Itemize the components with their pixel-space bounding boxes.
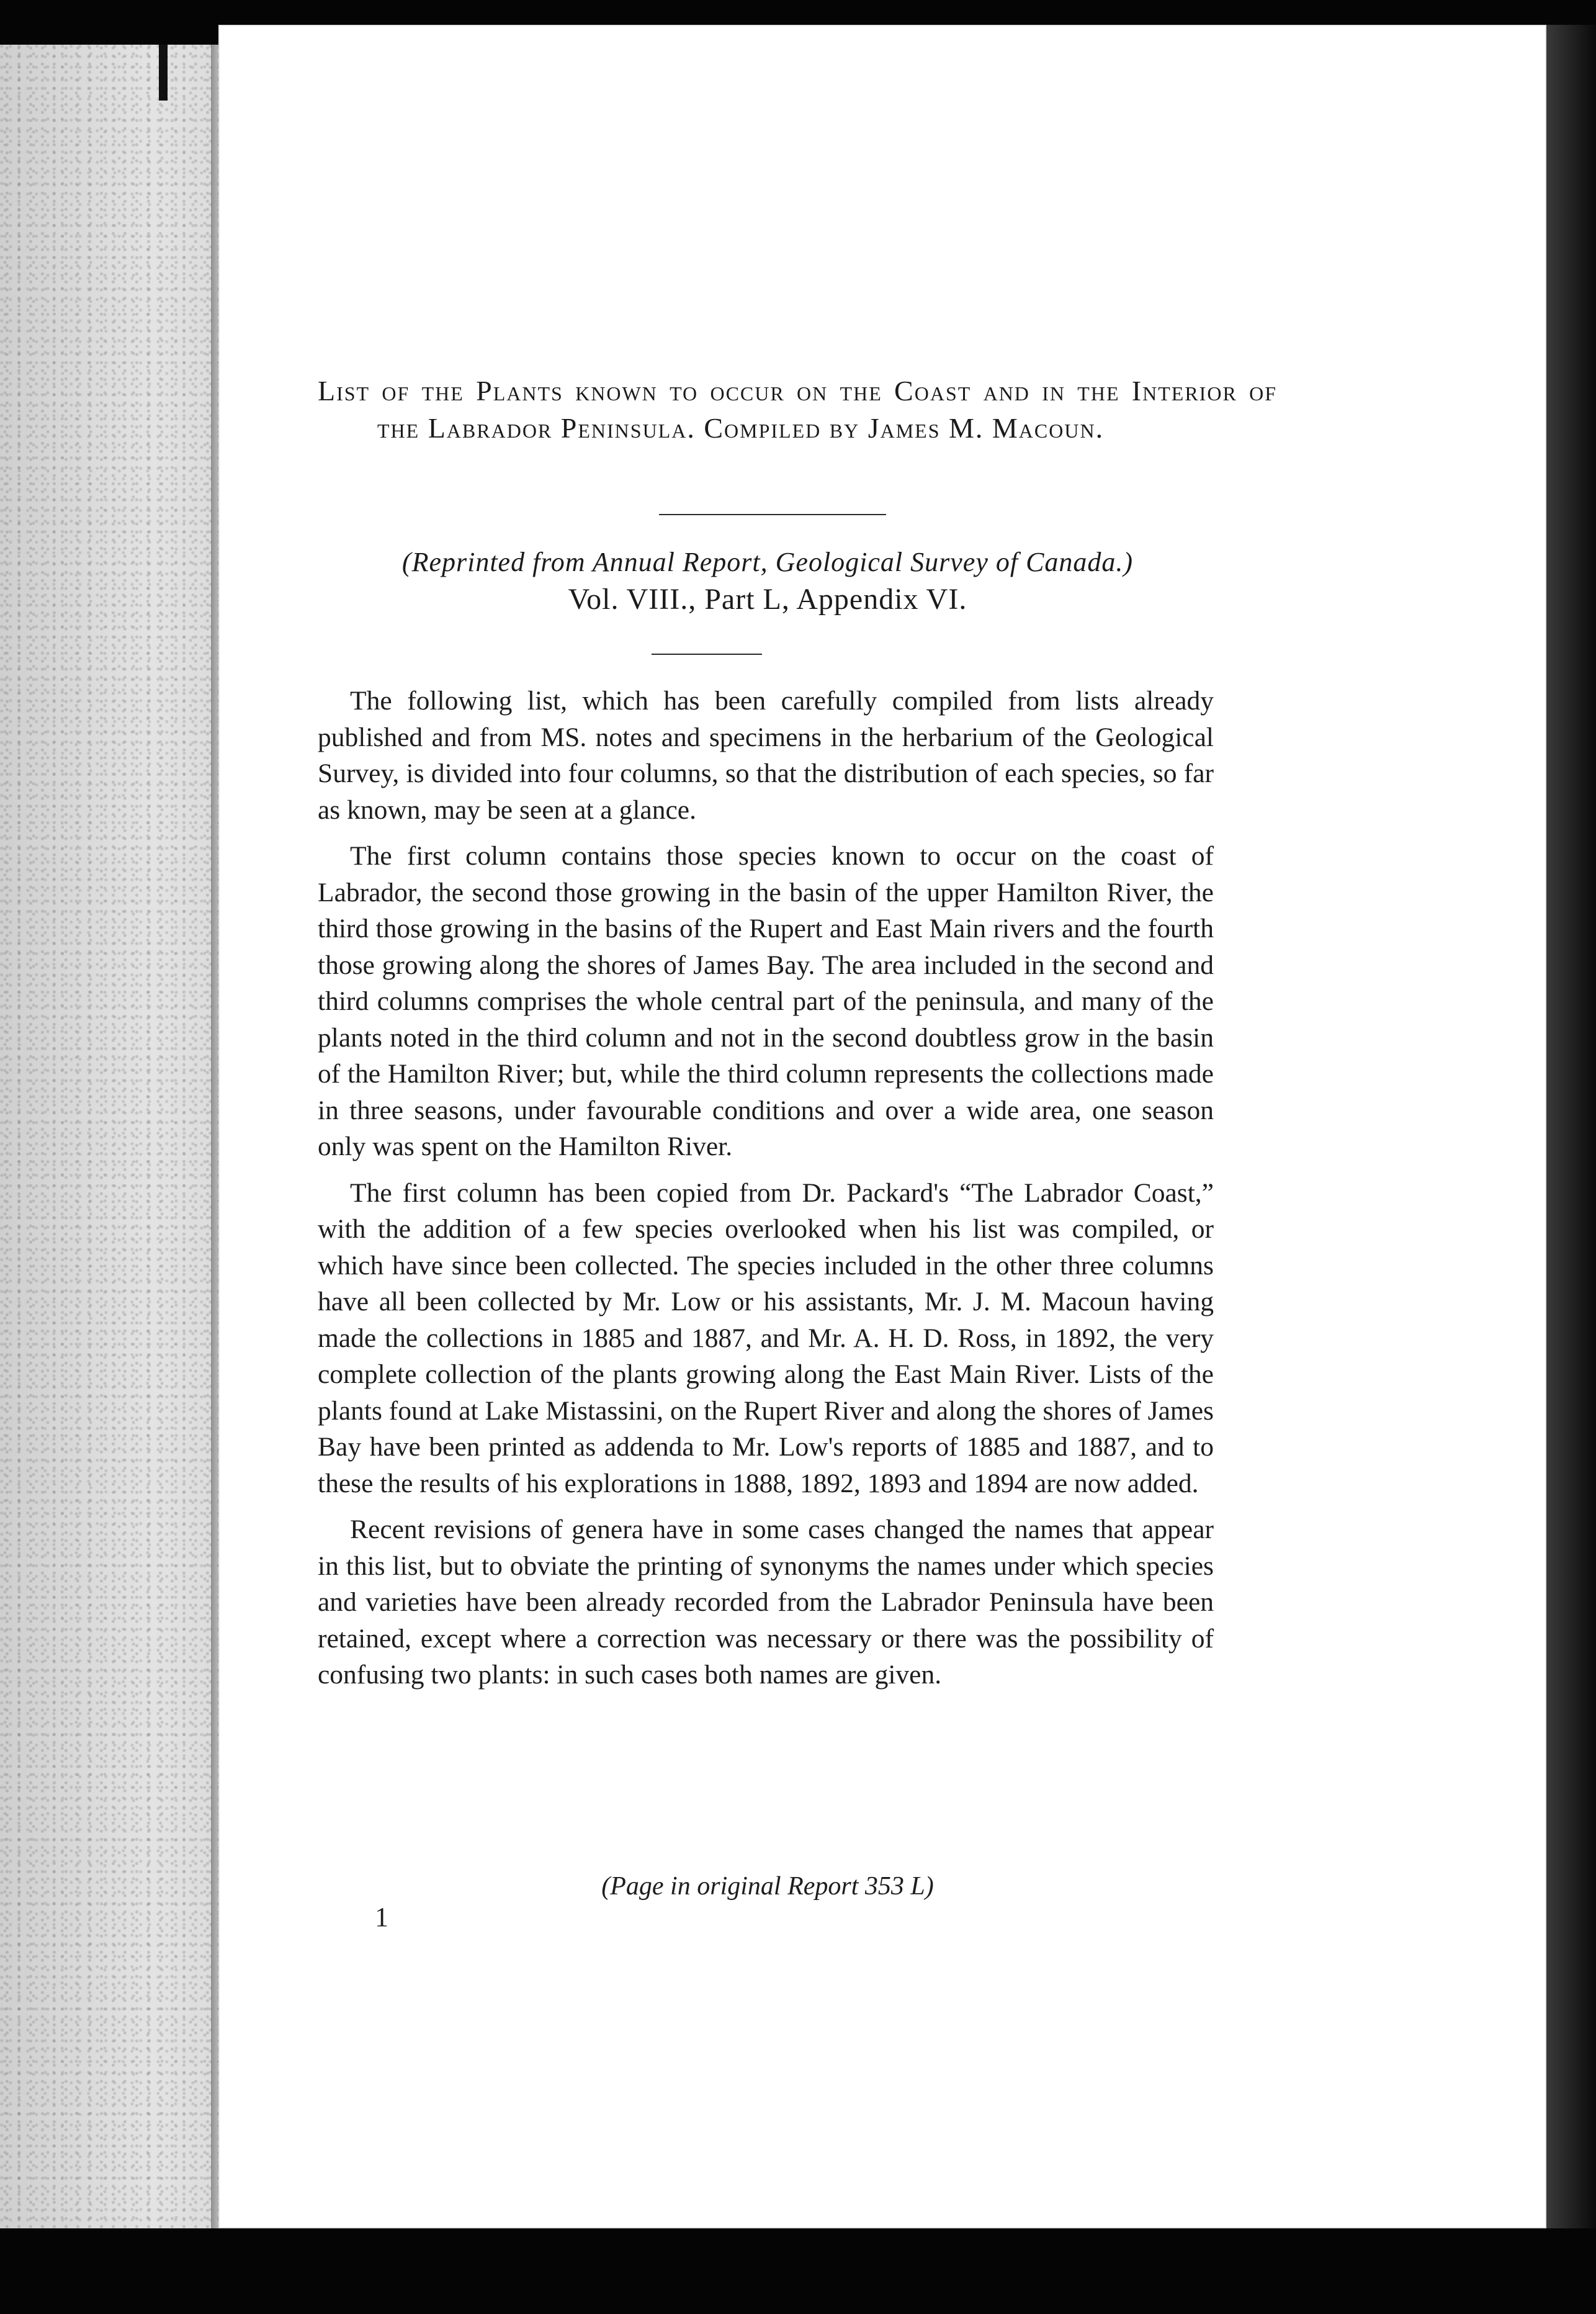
spine-rule — [159, 45, 168, 101]
reprint-divider — [652, 654, 762, 655]
page-reference: (Page in original Report 353 L) — [601, 1872, 934, 1901]
page-edge-shadow — [1546, 25, 1596, 2228]
reprint-note — [318, 544, 1217, 618]
paragraph: The first column contains those species known to occur on the coast of Labrador, the second those growing in the basin of the upper Hamilton River, the third those growing in the basins of the Rupert and East Main rivers and the fourth those growing along the shores of James Bay. The area included in the second and third columns comprises the whole central part of the peninsula, and many of the plants noted in the third column and not in the second doubtless grow in the basin of the Hamilton River; but, while the third column represents the collections made in three seasons, under favourable conditions and over a wide area, one season only was spent on the Hamilton River. — [318, 841, 1214, 1161]
heading-divider — [659, 514, 886, 515]
book-spine — [0, 45, 218, 2228]
paragraph: Recent revisions of genera have in some cases changed the names that appear in this list, but to obviate the printing of synonyms the names under which species and varieties have been already recorded from the Labrador Peninsula have been retained, except where a correction was necessary or there was the possibility of confusing two plants: in such cases both names are given. — [318, 1515, 1214, 1690]
page-number: 1 — [375, 1902, 388, 1932]
scan-frame-bottom — [0, 2228, 1596, 2314]
document-heading: List of the Plants known to occur on the Coast and in the Interior of the Labrador Peninsula. Compiled by James M. Macoun. — [318, 375, 1277, 444]
paragraph: The first column has been copied from Dr. Packard's “The Labrador Coast,” with the addition of a few species overlooked when his list was compiled, or which have since been collected. The species included in the other three columns have all been collected by Mr. Low or his assistants, Mr. J. M. Macoun having made the collections in 1885 and 1887, and Mr. A. H. D. Ross, in 1892, the very complete collection of the plants growing along the East Main River. Lists of the plants found at Lake Mistassini, on the Rupert River and along the shores of James Bay have been printed as addenda to Mr. Low's reports of 1885 and 1887, and to these the results of his explorations in 1888, 1892, 1893 and 1894 are now added. — [318, 1177, 1214, 1498]
reprint-volume: Vol. VIII., Part L, Appendix VI. — [568, 583, 967, 616]
reprint-source: (Reprinted from Annual Report, Geological Survey of Canada.) — [401, 547, 1134, 577]
paragraph: The following list, which has been carefully compiled from lists already published and from MS. notes and specimens in the herbarium of the Geological Survey, is divided into four columns, so that the distribution of each species, so far as known, may be seen at a glance. — [318, 686, 1214, 825]
body-text — [318, 683, 1214, 1703]
